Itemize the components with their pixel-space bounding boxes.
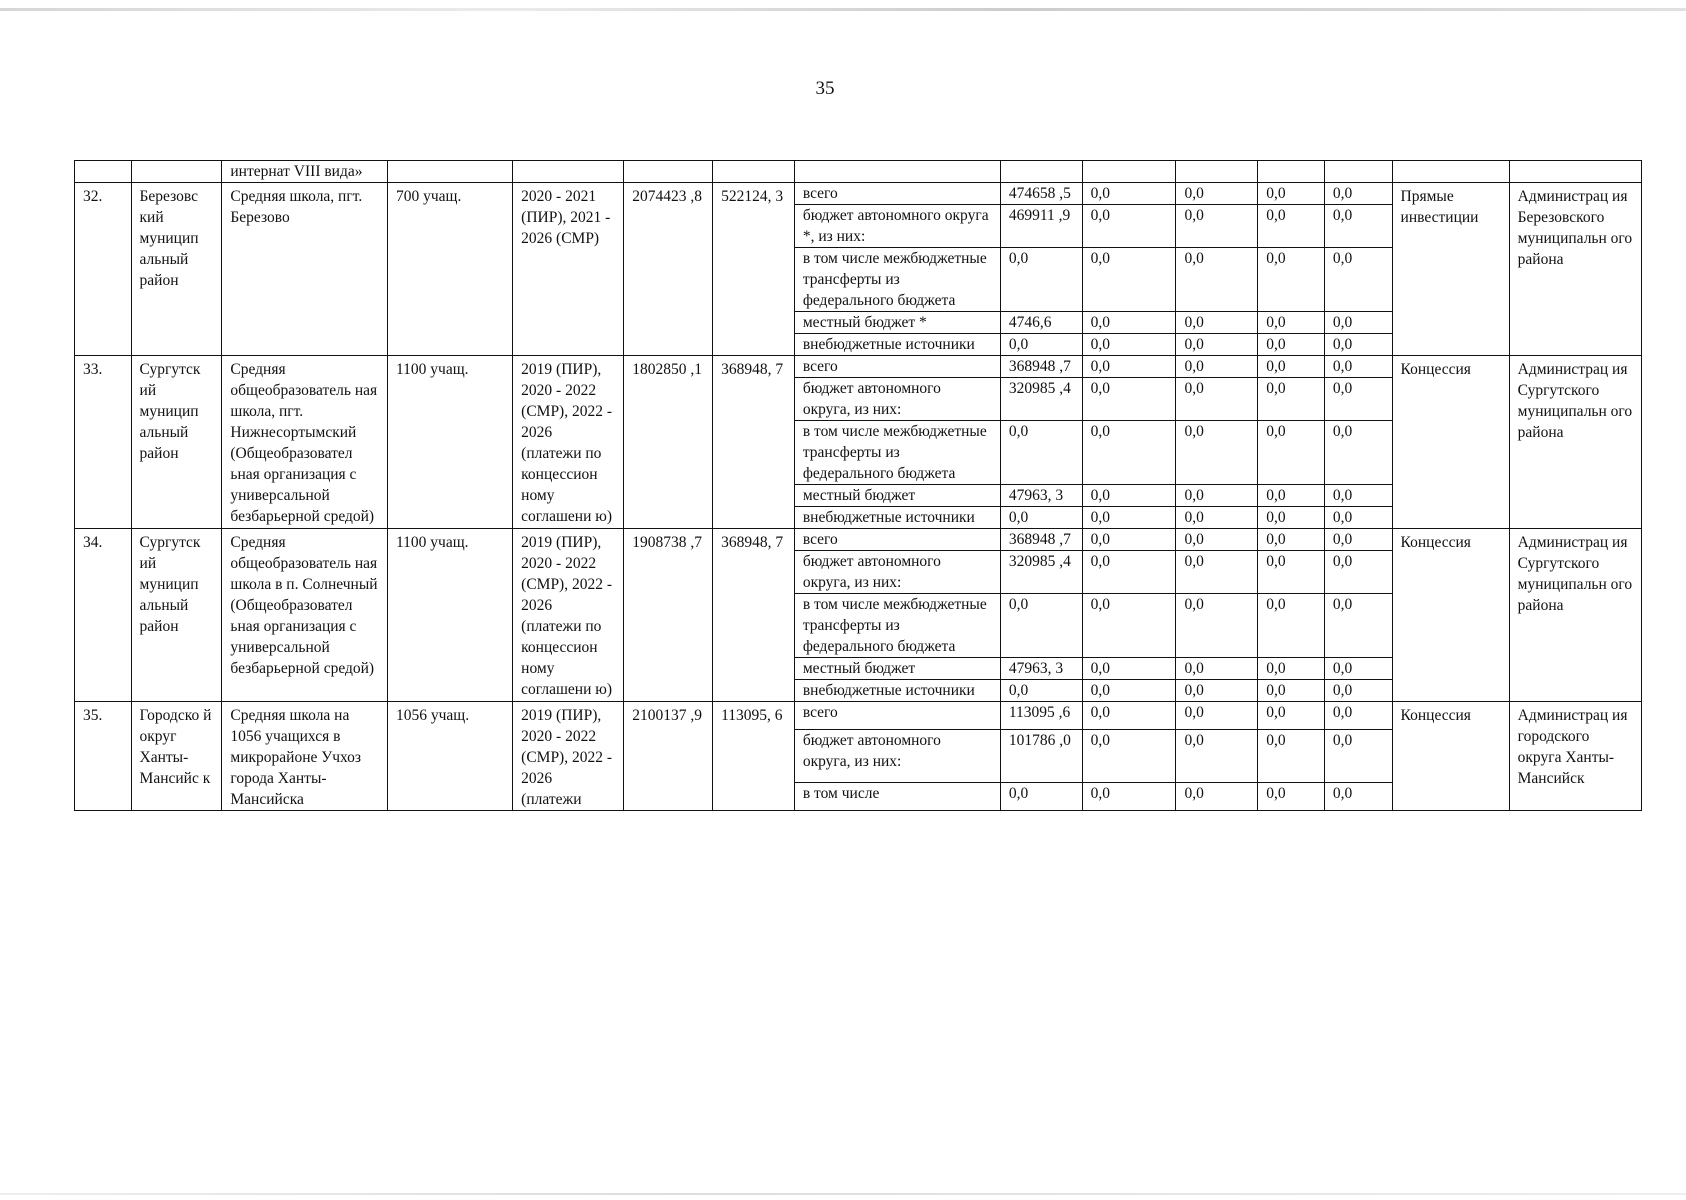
funding-value-1: 320985 ,4 [1000, 378, 1082, 421]
funding-source-label: местный бюджет * [794, 312, 1000, 334]
funding-value-4: 0,0 [1258, 312, 1325, 334]
funding-source-label: бюджет автономного округа, из них: [794, 729, 1000, 783]
funding-value-5: 0,0 [1324, 485, 1392, 507]
funding-value-2: 0,0 [1082, 378, 1176, 421]
funding-value-3: 0,0 [1176, 680, 1258, 702]
object-cell: Средняя общеобразователь ная школа в п. Солнечный (Общеобразовател ьная организация с универсальной безбарьерной средой) [222, 529, 388, 702]
responsible-cell: Администрац ия Сургутского муниципальн ого района [1509, 529, 1641, 702]
continuation-row [75, 161, 1642, 183]
funding-value-1: 474658 ,5 [1000, 183, 1082, 205]
empty-cell [1176, 161, 1258, 183]
object-cell: Средняя школа, пгт. Березово [222, 183, 388, 356]
funding-value-1: 0,0 [1000, 594, 1082, 658]
funding-value-4: 0,0 [1258, 183, 1325, 205]
funding-value-4: 0,0 [1258, 378, 1325, 421]
funding-value-5: 0,0 [1324, 312, 1392, 334]
row-number: 35. [75, 702, 132, 811]
row-number: 33. [75, 356, 132, 529]
funding-value-1: 47963, 3 [1000, 485, 1082, 507]
municipality-cell: Сургутск ий муницип альный район [131, 356, 222, 529]
capacity-cell: 700 учащ. [387, 183, 512, 356]
cost-total-cell: 1802850 ,1 [624, 356, 713, 529]
cost-remaining-cell: 522124, 3 [713, 183, 795, 356]
table-row [75, 529, 1642, 551]
funding-value-5: 0,0 [1324, 658, 1392, 680]
funding-value-5: 0,0 [1324, 356, 1392, 378]
funding-value-2: 0,0 [1082, 485, 1176, 507]
funding-value-5: 0,0 [1324, 334, 1392, 356]
mechanism-cell: Концессия [1392, 529, 1509, 702]
funding-value-4: 0,0 [1258, 529, 1325, 551]
funding-source-label: в том числе [794, 783, 1000, 811]
empty-cell [1509, 161, 1641, 183]
funding-value-3: 0,0 [1176, 356, 1258, 378]
funding-value-3: 0,0 [1176, 551, 1258, 594]
empty-cell [1392, 161, 1509, 183]
funding-value-5: 0,0 [1324, 378, 1392, 421]
funding-value-4: 0,0 [1258, 356, 1325, 378]
funding-source-label: внебюджетные источники [794, 507, 1000, 529]
funding-value-5: 0,0 [1324, 421, 1392, 485]
empty-cell [794, 161, 1000, 183]
capacity-cell: 1100 учащ. [387, 356, 512, 529]
responsible-cell: Администрац ия городского округа Ханты- Мансийск [1509, 702, 1641, 811]
funding-value-2: 0,0 [1082, 702, 1176, 730]
object-cell: Средняя школа на 1056 учащихся в микрорайоне Учхоз города Ханты-Мансийска [222, 702, 388, 811]
empty-cell [1324, 161, 1392, 183]
capacity-cell: 1100 учащ. [387, 529, 512, 702]
funding-value-3: 0,0 [1176, 529, 1258, 551]
object-cell: интернат VIII вида» [222, 161, 388, 183]
funding-value-3: 0,0 [1176, 205, 1258, 248]
funding-value-5: 0,0 [1324, 551, 1392, 594]
funding-value-5: 0,0 [1324, 248, 1392, 312]
period-cell: 2019 (ПИР), 2020 - 2022 (СМР), 2022 - 2026 (платежи [513, 702, 624, 811]
funding-source-label: всего [794, 183, 1000, 205]
capacity-cell: 1056 учащ. [387, 702, 512, 811]
cost-total-cell: 1908738 ,7 [624, 529, 713, 702]
funding-value-1: 0,0 [1000, 507, 1082, 529]
funding-value-3: 0,0 [1176, 729, 1258, 783]
funding-value-5: 0,0 [1324, 729, 1392, 783]
funding-value-5: 0,0 [1324, 529, 1392, 551]
table-row [75, 356, 1642, 378]
empty-cell [1258, 161, 1325, 183]
funding-value-3: 0,0 [1176, 485, 1258, 507]
funding-value-1: 368948 ,7 [1000, 356, 1082, 378]
period-cell: 2019 (ПИР), 2020 - 2022 (СМР), 2022 - 2026 (платежи по концессион ному соглашени ю) [513, 529, 624, 702]
cost-total-cell: 2074423 ,8 [624, 183, 713, 356]
funding-value-5: 0,0 [1324, 702, 1392, 730]
funding-value-1: 47963, 3 [1000, 658, 1082, 680]
funding-source-label: бюджет автономного округа, из них: [794, 378, 1000, 421]
funding-value-3: 0,0 [1176, 507, 1258, 529]
funding-value-1: 320985 ,4 [1000, 551, 1082, 594]
mechanism-cell: Концессия [1392, 702, 1509, 811]
empty-cell [1000, 161, 1082, 183]
municipality-cell: Березовс кий муницип альный район [131, 183, 222, 356]
empty-cell [75, 161, 132, 183]
funding-value-1: 4746,6 [1000, 312, 1082, 334]
funding-value-1: 0,0 [1000, 680, 1082, 702]
cost-remaining-cell: 368948, 7 [713, 529, 795, 702]
funding-value-4: 0,0 [1258, 507, 1325, 529]
municipality-cell: Сургутск ий муницип альный район [131, 529, 222, 702]
period-cell: 2019 (ПИР), 2020 - 2022 (СМР), 2022 - 2026 (платежи по концессион ному соглашени ю) [513, 356, 624, 529]
funding-value-1: 469911 ,9 [1000, 205, 1082, 248]
empty-cell [131, 161, 222, 183]
funding-value-2: 0,0 [1082, 248, 1176, 312]
funding-source-label: в том числе межбюджетные трансферты из федерального бюджета [794, 248, 1000, 312]
funding-source-label: внебюджетные источники [794, 680, 1000, 702]
period-cell: 2020 - 2021 (ПИР), 2021 - 2026 (СМР) [513, 183, 624, 356]
funding-value-1: 113095 ,6 [1000, 702, 1082, 730]
funding-value-2: 0,0 [1082, 205, 1176, 248]
scan-artifact-top [0, 8, 1686, 11]
funding-value-2: 0,0 [1082, 334, 1176, 356]
funding-source-label: в том числе межбюджетные трансферты из федерального бюджета [794, 421, 1000, 485]
funding-source-label: всего [794, 529, 1000, 551]
funding-value-5: 0,0 [1324, 783, 1392, 811]
funding-value-4: 0,0 [1258, 334, 1325, 356]
funding-value-3: 0,0 [1176, 248, 1258, 312]
funding-value-4: 0,0 [1258, 205, 1325, 248]
empty-cell [624, 161, 713, 183]
funding-value-1: 101786 ,0 [1000, 729, 1082, 783]
funding-value-1: 0,0 [1000, 421, 1082, 485]
funding-value-2: 0,0 [1082, 729, 1176, 783]
page-number: 35 [815, 78, 835, 99]
funding-source-label: местный бюджет [794, 658, 1000, 680]
funding-value-2: 0,0 [1082, 529, 1176, 551]
funding-value-2: 0,0 [1082, 594, 1176, 658]
funding-value-2: 0,0 [1082, 551, 1176, 594]
cost-remaining-cell: 113095, 6 [713, 702, 795, 811]
funding-value-2: 0,0 [1082, 658, 1176, 680]
funding-value-3: 0,0 [1176, 702, 1258, 730]
funding-source-label: бюджет автономного округа, из них: [794, 551, 1000, 594]
funding-value-5: 0,0 [1324, 594, 1392, 658]
table-row [75, 183, 1642, 205]
funding-value-5: 0,0 [1324, 507, 1392, 529]
funding-value-5: 0,0 [1324, 183, 1392, 205]
funding-value-3: 0,0 [1176, 421, 1258, 485]
funding-value-4: 0,0 [1258, 783, 1325, 811]
funding-value-3: 0,0 [1176, 334, 1258, 356]
funding-source-label: всего [794, 356, 1000, 378]
funding-value-2: 0,0 [1082, 183, 1176, 205]
funding-value-4: 0,0 [1258, 658, 1325, 680]
funding-source-label: всего [794, 702, 1000, 730]
funding-value-4: 0,0 [1258, 248, 1325, 312]
funding-value-1: 0,0 [1000, 248, 1082, 312]
funding-source-label: в том числе межбюджетные трансферты из федерального бюджета [794, 594, 1000, 658]
funding-value-4: 0,0 [1258, 680, 1325, 702]
responsible-cell: Администрац ия Березовского муниципальн ого района [1509, 183, 1641, 356]
funding-source-label: местный бюджет [794, 485, 1000, 507]
funding-value-3: 0,0 [1176, 183, 1258, 205]
funding-value-5: 0,0 [1324, 680, 1392, 702]
cost-total-cell: 2100137 ,9 [624, 702, 713, 811]
scan-artifact-bottom [0, 1193, 1686, 1195]
funding-value-4: 0,0 [1258, 702, 1325, 730]
investment-table [74, 160, 1642, 811]
funding-value-4: 0,0 [1258, 729, 1325, 783]
funding-value-3: 0,0 [1176, 378, 1258, 421]
funding-value-2: 0,0 [1082, 680, 1176, 702]
funding-value-2: 0,0 [1082, 421, 1176, 485]
empty-cell [513, 161, 624, 183]
funding-value-3: 0,0 [1176, 312, 1258, 334]
funding-value-1: 0,0 [1000, 334, 1082, 356]
empty-cell [1082, 161, 1176, 183]
row-number: 32. [75, 183, 132, 356]
funding-value-2: 0,0 [1082, 312, 1176, 334]
funding-value-2: 0,0 [1082, 507, 1176, 529]
mechanism-cell: Прямые инвестиции [1392, 183, 1509, 356]
funding-source-label: бюджет автономного округа *, из них: [794, 205, 1000, 248]
funding-value-3: 0,0 [1176, 658, 1258, 680]
funding-value-3: 0,0 [1176, 594, 1258, 658]
funding-value-4: 0,0 [1258, 594, 1325, 658]
object-cell: Средняя общеобразователь ная школа, пгт. Нижнесортымский (Общеобразовател ьная организация с универсальной безбарьерной средой) [222, 356, 388, 529]
table-row [75, 702, 1642, 730]
row-number: 34. [75, 529, 132, 702]
funding-value-2: 0,0 [1082, 356, 1176, 378]
funding-value-4: 0,0 [1258, 421, 1325, 485]
funding-source-label: внебюджетные источники [794, 334, 1000, 356]
mechanism-cell: Концессия [1392, 356, 1509, 529]
funding-value-5: 0,0 [1324, 205, 1392, 248]
funding-value-3: 0,0 [1176, 783, 1258, 811]
cost-remaining-cell: 368948, 7 [713, 356, 795, 529]
empty-cell [387, 161, 512, 183]
funding-value-1: 0,0 [1000, 783, 1082, 811]
empty-cell [713, 161, 795, 183]
funding-value-2: 0,0 [1082, 783, 1176, 811]
funding-value-4: 0,0 [1258, 485, 1325, 507]
municipality-cell: Городско й округ Ханты- Мансийс к [131, 702, 222, 811]
responsible-cell: Администрац ия Сургутского муниципальн ого района [1509, 356, 1641, 529]
funding-value-1: 368948 ,7 [1000, 529, 1082, 551]
funding-value-4: 0,0 [1258, 551, 1325, 594]
